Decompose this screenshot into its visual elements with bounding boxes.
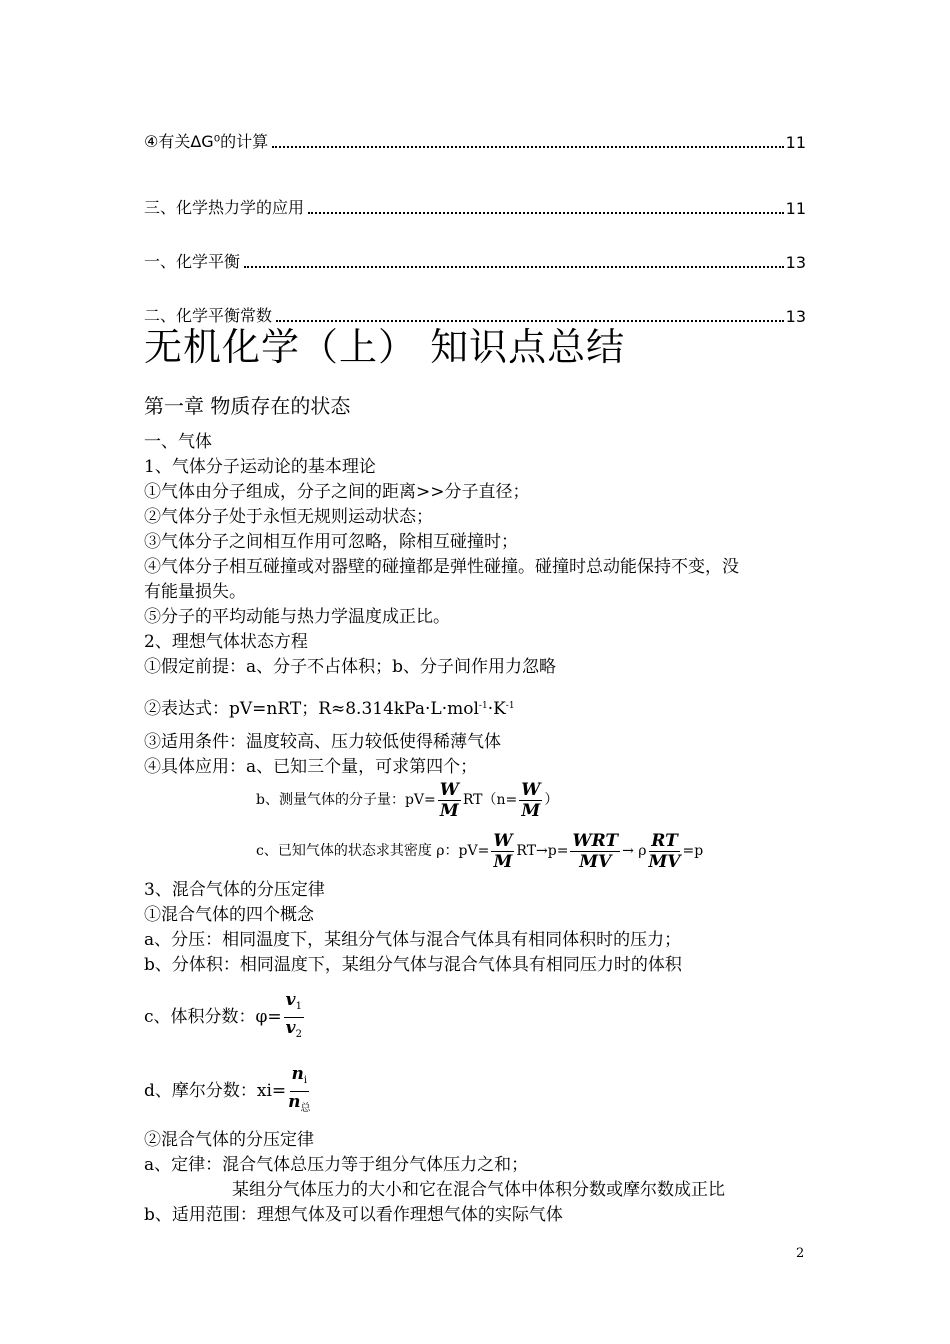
text-line: 1、气体分子运动论的基本理论: [144, 457, 376, 477]
volume-fraction-formula: c、体积分数：φ= $\frac{v_1}{v_2}$: [144, 990, 306, 1045]
toc-page: 11: [785, 199, 806, 218]
text-line: b、适用范围：理想气体及可以看作理想气体的实际气体: [144, 1205, 563, 1225]
text-line: 有能量损失。: [144, 582, 246, 602]
fraction-wrt-over-mv: $\frac{\text{WRT}}{MV}$: [572, 830, 619, 872]
ideal-gas-formula: ②表达式：pV=nRT；$R\approx 8.314kPa\cdot L\cdot mol^{-1}\cdot K^{-1}$: [144, 699, 515, 719]
toc-leader: [308, 212, 784, 214]
fraction-w-over-m: $\frac{W}{M}$: [521, 779, 541, 821]
toc-row-chemical-equilibrium[interactable]: [144, 250, 806, 272]
text-line: 某组分气体压力的大小和它在混合气体中体积分数或摩尔数成正比: [232, 1180, 725, 1200]
text-line: ③适用条件：温度较高、压力较低使得稀薄气体: [144, 732, 501, 752]
toc-leader: [272, 146, 784, 148]
toc-row-delta-g[interactable]: [144, 130, 806, 152]
chapter-heading: 第一章 物质存在的状态: [144, 394, 351, 418]
toc-label: 二、化学平衡常数: [144, 306, 273, 325]
fraction-w-over-m: $\frac{W}{M}$: [493, 830, 513, 872]
text-line: ④气体分子相互碰撞或对器壁的碰撞都是弹性碰撞。碰撞时总动能保持不变，没: [144, 557, 739, 577]
document-title: 无机化学（上） 知识点总结: [144, 325, 626, 369]
fraction-v1-over-v2: $\frac{v_1}{v_2}$: [285, 990, 302, 1040]
page-number: 2: [796, 1246, 805, 1261]
section-heading: 一、气体: [144, 432, 212, 452]
text-line: ①气体由分子组成，分子之间的距离>>分子直径；: [144, 482, 530, 502]
mole-fraction-formula: d、摩尔分数：xi= $\frac{n_i}{n_总}$: [144, 1064, 313, 1119]
toc-label: ④有关ΔG⁰的计算: [144, 132, 269, 151]
toc-row-thermo-application[interactable]: [144, 196, 806, 218]
fraction-w-over-m: $\frac{W}{M}$: [439, 779, 459, 821]
toc-page: 11: [785, 133, 806, 152]
toc-label: 三、化学热力学的应用: [144, 198, 305, 217]
toc-page: 13: [785, 307, 806, 326]
text-line: a、分压：相同温度下，某组分气体与混合气体具有相同体积时的压力；: [144, 930, 682, 950]
text-line: a、定律：混合气体总压力等于组分气体压力之和；: [144, 1155, 529, 1175]
text-line: ①假定前提：a、分子不占体积；b、分子间作用力忽略: [144, 657, 557, 677]
density-formula: c、已知气体的状态求其密度 ρ：pV= $\frac{W}{M}$ RT→p= $\frac{\text{WRT}}{MV}$ → ρ $\frac{RT}{MV}$ =p: [256, 830, 704, 872]
text-line: ①混合气体的四个概念: [144, 905, 314, 925]
fraction-rt-over-mv: $\frac{RT}{MV}$: [648, 830, 681, 872]
text-line: ②混合气体的分压定律: [144, 1130, 314, 1150]
toc-leader: [244, 266, 784, 268]
text-line: b、分体积：相同温度下，某组分气体与混合气体具有相同压力时的体积: [144, 955, 682, 975]
text-line: ③气体分子之间相互作用可忽略，除相互碰撞时；: [144, 532, 518, 552]
fraction-ni-over-ntotal: $\frac{n_i}{n_总}$: [288, 1064, 311, 1114]
molecular-weight-formula: b、测量气体的分子量：pV= $\frac{W}{M}$ RT（n= $\frac{W}{M}$ ）: [256, 779, 559, 821]
text-line: 3、混合气体的分压定律: [144, 880, 325, 900]
toc-page: 13: [785, 253, 806, 272]
text-line: 2、理想气体状态方程: [144, 632, 308, 652]
toc-label: 一、化学平衡: [144, 252, 241, 271]
text-line: ②气体分子处于永恒无规则运动状态；: [144, 507, 433, 527]
text-line: ⑤分子的平均动能与热力学温度成正比。: [144, 607, 450, 627]
text-line: ④具体应用：a、已知三个量，可求第四个；: [144, 757, 478, 777]
